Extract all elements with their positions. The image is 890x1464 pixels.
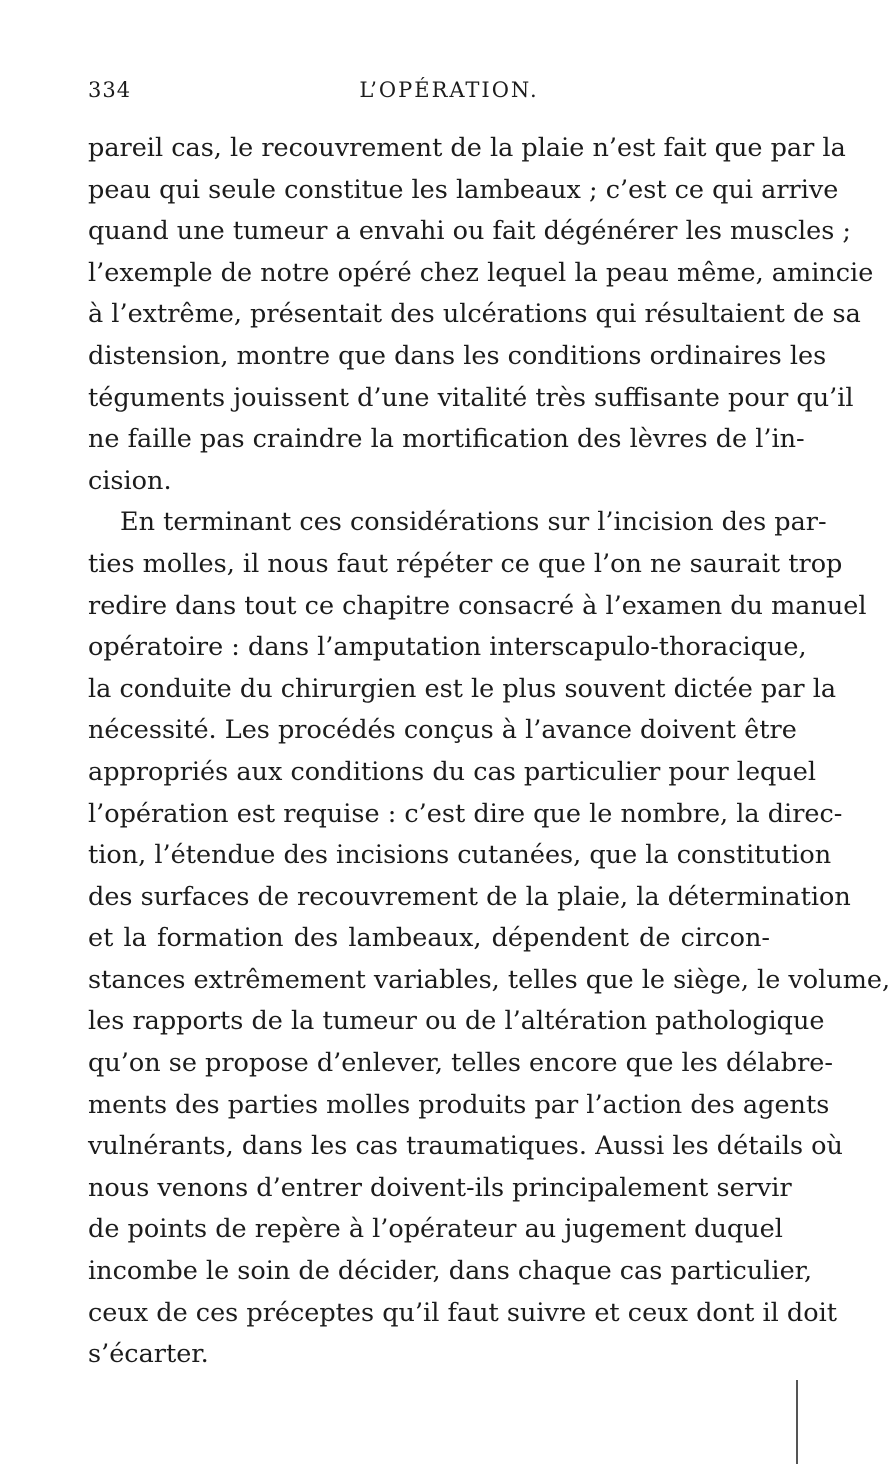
text-line: ments des parties molles produits par l’action des agents [88,1089,830,1120]
page-edge-mark [796,1380,798,1464]
text-line: distension, montre que dans les conditions ordinaires les [88,340,827,371]
running-head [88,78,770,108]
running-title: L’OPÉRATION. [359,78,539,102]
text-line: appropriés aux conditions du cas particulier pour lequel [88,756,817,787]
text-line: l’opération est requise : c’est dire que le nombre, la direc- [88,798,843,829]
text-line: et la formation des lambeaux, dépendent de circon- [88,923,770,954]
text-line: En terminant ces considérations sur l’incision des par- [120,507,827,538]
text-line: tion, l’étendue des incisions cutanées, que la constitution [88,840,832,871]
text-line: nécessité. Les procédés conçus à l’avance doivent être [88,715,797,746]
body-text [88,128,890,1376]
text-line: stances extrêmement variables, telles que le siège, le volume, [88,964,890,995]
text-line: les rapports de la tumeur ou de l’altération pathologique [88,1006,825,1037]
text-line: ties molles, il nous faut répéter ce que l’on ne saurait trop [88,548,843,579]
text-line: nous venons d’entrer doivent-ils principalement servir [88,1172,792,1203]
text-line: opératoire : dans l’amputation interscapulo-thoracique, [88,632,807,663]
page-number: 334 [88,78,132,102]
text-line: à l’extrême, présentait des ulcérations qui résultaient de sa [88,299,861,330]
text-line: qu’on se propose d’enlever, telles encore que les délabre- [88,1048,833,1079]
text-line: ne faille pas craindre la mortification des lèvres de l’in- [88,424,805,455]
text-line: s’écarter. [88,1339,209,1370]
text-line: la conduite du chirurgien est le plus souvent dictée par la [88,673,837,704]
text-line: peau qui seule constitue les lambeaux ; c’est ce qui arrive [88,174,839,205]
text-line: cision. [88,465,172,496]
paragraph [88,128,874,502]
text-line: l’exemple de notre opéré chez lequel la peau même, amincie [88,257,874,288]
paragraph [88,502,890,1375]
text-line: des surfaces de recouvrement de la plaie, la détermination [88,881,851,912]
text-line: ceux de ces préceptes qu’il faut suivre et ceux dont il doit [88,1297,838,1328]
text-line: incombe le soin de décider, dans chaque cas particulier, [88,1256,813,1287]
text-line: quand une tumeur a envahi ou fait dégénérer les muscles ; [88,216,852,247]
text-line: de points de repère à l’opérateur au jugement duquel [88,1214,783,1245]
text-line: pareil cas, le recouvrement de la plaie n’est fait que par la [88,133,846,163]
text-line: vulnérants, dans les cas traumatiques. Aussi les détails où [88,1131,843,1162]
text-line: redire dans tout ce chapitre consacré à l’examen du manuel [88,590,867,621]
text-line: téguments jouissent d’une vitalité très suffisante pour qu’il [88,382,854,413]
